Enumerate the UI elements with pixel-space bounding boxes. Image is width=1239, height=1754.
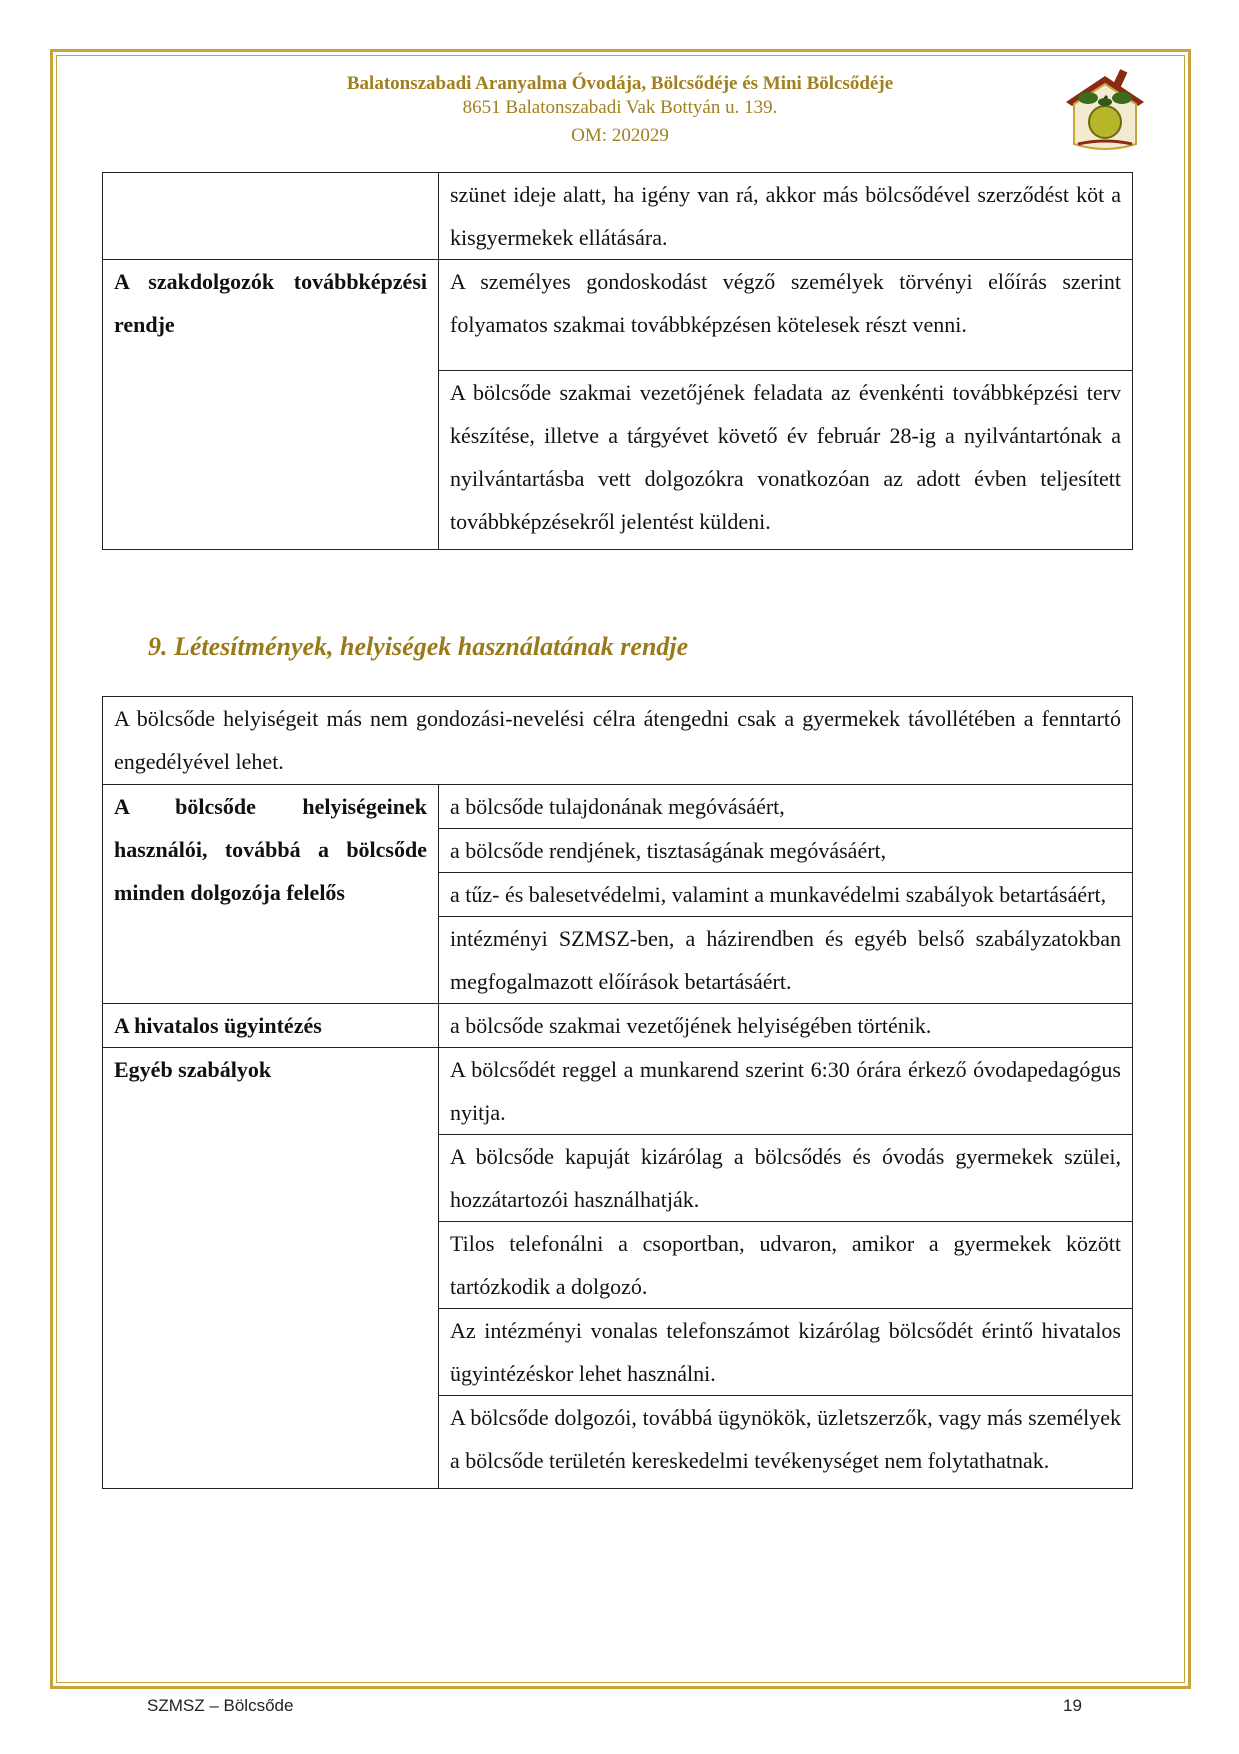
row-label: A hivatalos ügyintézés <box>103 1004 439 1048</box>
row-text: A személyes gondoskodást végző személyek törvényi előírás szerint folyamatos szakmai továbbképzésen kötelesek részt venni. <box>439 260 1133 371</box>
table-row <box>103 260 1133 371</box>
table-row <box>103 1048 1133 1135</box>
row-label-responsible <box>103 785 439 1004</box>
intro-text: A bölcsőde helyiségeit más nem gondozási-nevelési célra átengedni csak a gyermekek távollétében a fenntartó engedélyével lehet. <box>103 697 1133 785</box>
list-item: Az intézményi vonalas telefonszámot kizárólag bölcsődét érintő hivatalos ügyintézéskor lehet használni. <box>439 1309 1133 1396</box>
letterhead <box>250 72 990 148</box>
list-item: intézményi SZMSZ-ben, a házirendben és egyéb belső szabályzatokban megfogalmazott előírások betartásáért. <box>439 917 1133 1004</box>
page-number: 19 <box>1063 1696 1082 1715</box>
row-label: Egyéb szabályok <box>103 1048 439 1489</box>
institution-name: Balatonszabadi Aranyalma Óvodája, Bölcsődéje és Mini Bölcsődéje <box>346 73 894 94</box>
institution-address: 8651 Balatonszabadi Vak Bottyán u. 139. <box>462 97 778 118</box>
list-item: a bölcsőde tulajdonának megóvásáért, <box>439 785 1133 829</box>
row-text: A bölcsőde szakmai vezetőjének feladata az évenkénti továbbképzési terv készítése, illetve a tárgyévet követő év február 28-ig a nyilvántartónak a nyilvántartásba vett dolgozókra vonatkozóan az adott évben teljesített továbbképzésekről jelentést küldeni. <box>439 371 1133 550</box>
apple-house-logo-icon <box>1058 62 1152 156</box>
row-label-training <box>103 260 439 550</box>
list-item: Tilos telefonálni a csoportban, udvaron, amikor a gyermekek között tartózkodik a dolgozó. <box>439 1222 1133 1309</box>
table-row <box>103 173 1133 260</box>
list-item: A bölcsőde kapuját kizárólag a bölcsődés és óvodás gyermekek szülei, hozzátartozói használhatják. <box>439 1135 1133 1222</box>
section-heading: 9. Létesítmények, helyiségek használatának rendje <box>148 632 689 661</box>
row-label-text: A szakdolgozók továbbképzési rendje <box>114 269 427 337</box>
table-row <box>103 697 1133 785</box>
row-label-text: A bölcsőde helyiségeinek használói, továbbá a bölcsőde minden dolgozója felelős <box>114 794 427 905</box>
footer-doc-title: SZMSZ – Bölcsőde <box>147 1696 294 1715</box>
list-item: A bölcsőde dolgozói, továbbá ügynökök, üzletszerzők, vagy más személyek a bölcsőde területén kereskedelmi tevékenységet nem folytathatnak. <box>439 1396 1133 1489</box>
row-text: a bölcsőde szakmai vezetőjének helyiségében történik. <box>439 1004 1133 1048</box>
row-text: szünet ideje alatt, ha igény van rá, akkor más bölcsődével szerződést köt a kisgyermekek ellátására. <box>439 173 1133 260</box>
list-item: a tűz- és balesetvédelmi, valamint a munkavédelmi szabályok betartásáért, <box>439 873 1133 917</box>
row-label <box>103 173 439 260</box>
table-row <box>103 1004 1133 1048</box>
table-facilities <box>102 696 1133 1489</box>
institution-om-id: OM: 202029 <box>571 125 669 146</box>
list-item: A bölcsődét reggel a munkarend szerint 6:30 órára érkező óvodapedagógus nyitja. <box>439 1048 1133 1135</box>
table-continuation <box>102 172 1133 550</box>
table-row <box>103 785 1133 829</box>
list-item: a bölcsőde rendjének, tisztaságának megóvásáért, <box>439 829 1133 873</box>
